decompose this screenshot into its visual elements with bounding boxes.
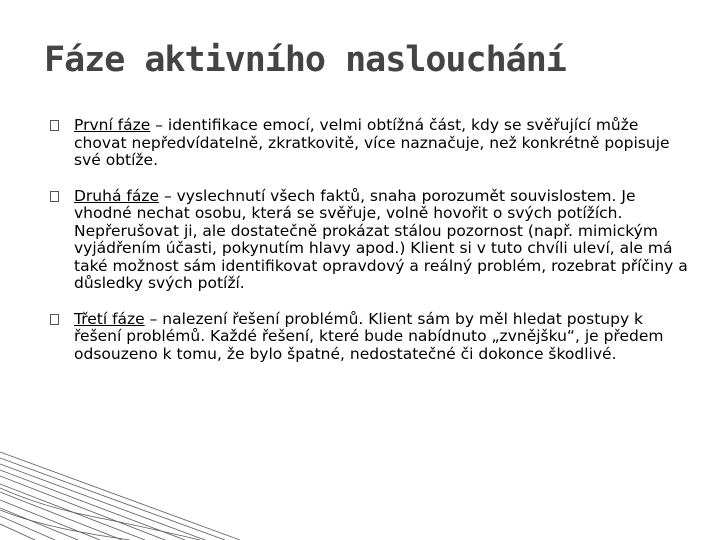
bullet-marker-icon [50,120,59,131]
bullet-text: – vyslechnutí všech faktů, snaha porozumět souvislostem. Je vhodné nechat osobu, která se svěřuje, volně hovořit o svých potížích. Nepřerušovat ji, ale dostatečně prokázat stálou pozornost (např. mimickým vyjádřením účasti, pokynutím hlavy apod.) Klient si v tuto chvíli uleví, ale má také možnost sám identifikovat opravdový a reálný problém, rozebrat příčiny a důsledky svých potíží. [74,186,688,292]
bullet-text: – identifikace emocí, velmi obtížná část, kdy se svěřující může chovat nepředvídatelně, zkratkovitě, více naznačuje, než konkrétně popisuje své obtíže. [74,116,670,169]
corner-decoration [0,450,240,540]
bullet-term: Druhá fáze [74,186,160,205]
bullet-marker-icon [50,314,59,325]
bullet-term: První fáze [74,116,151,134]
bullet-list [50,117,690,363]
bullet-item-2 [50,188,690,293]
bullet-marker-icon [50,191,59,202]
slide-title: Fáze aktivního naslouchání [44,40,566,80]
bullet-term: Třetí fáze [74,309,145,328]
bullet-text: – nalezení řešení problémů. Klient sám by měl hledat postupy k řešení problémů. Každé řešení, které bude nabídnuto „zvnějšku“, je předem odsouzeno k tomu, že bylo špatné, nedostatečné či dokonce škodlivé. [74,309,664,363]
bullet-item-1 [50,117,690,170]
bullet-item-3 [50,311,690,364]
